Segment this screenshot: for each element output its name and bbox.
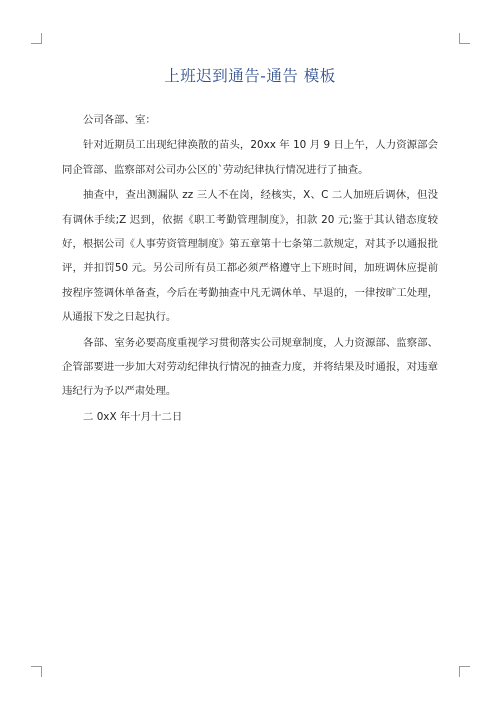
- document-body: [62, 108, 438, 430]
- salutation: 公司各部、室：: [83, 114, 156, 126]
- paragraph-2: 抽查中，查出测漏队 zz 三人不在岗，经核实，X、C 二人加班后调休，但没有调休手续;Z 迟到，依据《职工考勤管理制度》，扣款 20 元;鉴于其认错态度较好，根据公司《人事劳资管理制度》第五章第十七条第二款规定，对其予以通报批评，并扣罚50 元。另公司所有员工都必须严格遵守上下班时间，加班调休应提前按程序签调休单备查，今后在考勤抽查中凡无调休单、早退的，一律按旷工处理，从通报下发之日起执行。: [62, 189, 438, 324]
- page-corner-mark-bottom-right: [459, 666, 470, 677]
- document-date: 二 0xX 年十月十二日: [83, 410, 183, 423]
- document-title: 上班迟到通告-通告 模板: [164, 67, 336, 85]
- page-corner-mark-bottom-left: [31, 666, 42, 677]
- page-corner-mark-top-right: [459, 33, 470, 44]
- paragraph-1: 针对近期员工出现纪律涣散的苗头，20xx 年 10 月 9 日上午，人力资源部会同企管部、监察部对公司办公区的`劳动纪律执行情况进行了抽查。: [62, 139, 438, 176]
- paragraph-3: 各部、室务必要高度重视学习贯彻落实公司规章制度，人力资源部、监察部、企管部要进一步加大对劳动纪律执行情况的抽查力度，并将结果及时通报，对违章违纪行为予以严肃处理。: [62, 336, 438, 398]
- page-corner-mark-top-left: [31, 33, 42, 44]
